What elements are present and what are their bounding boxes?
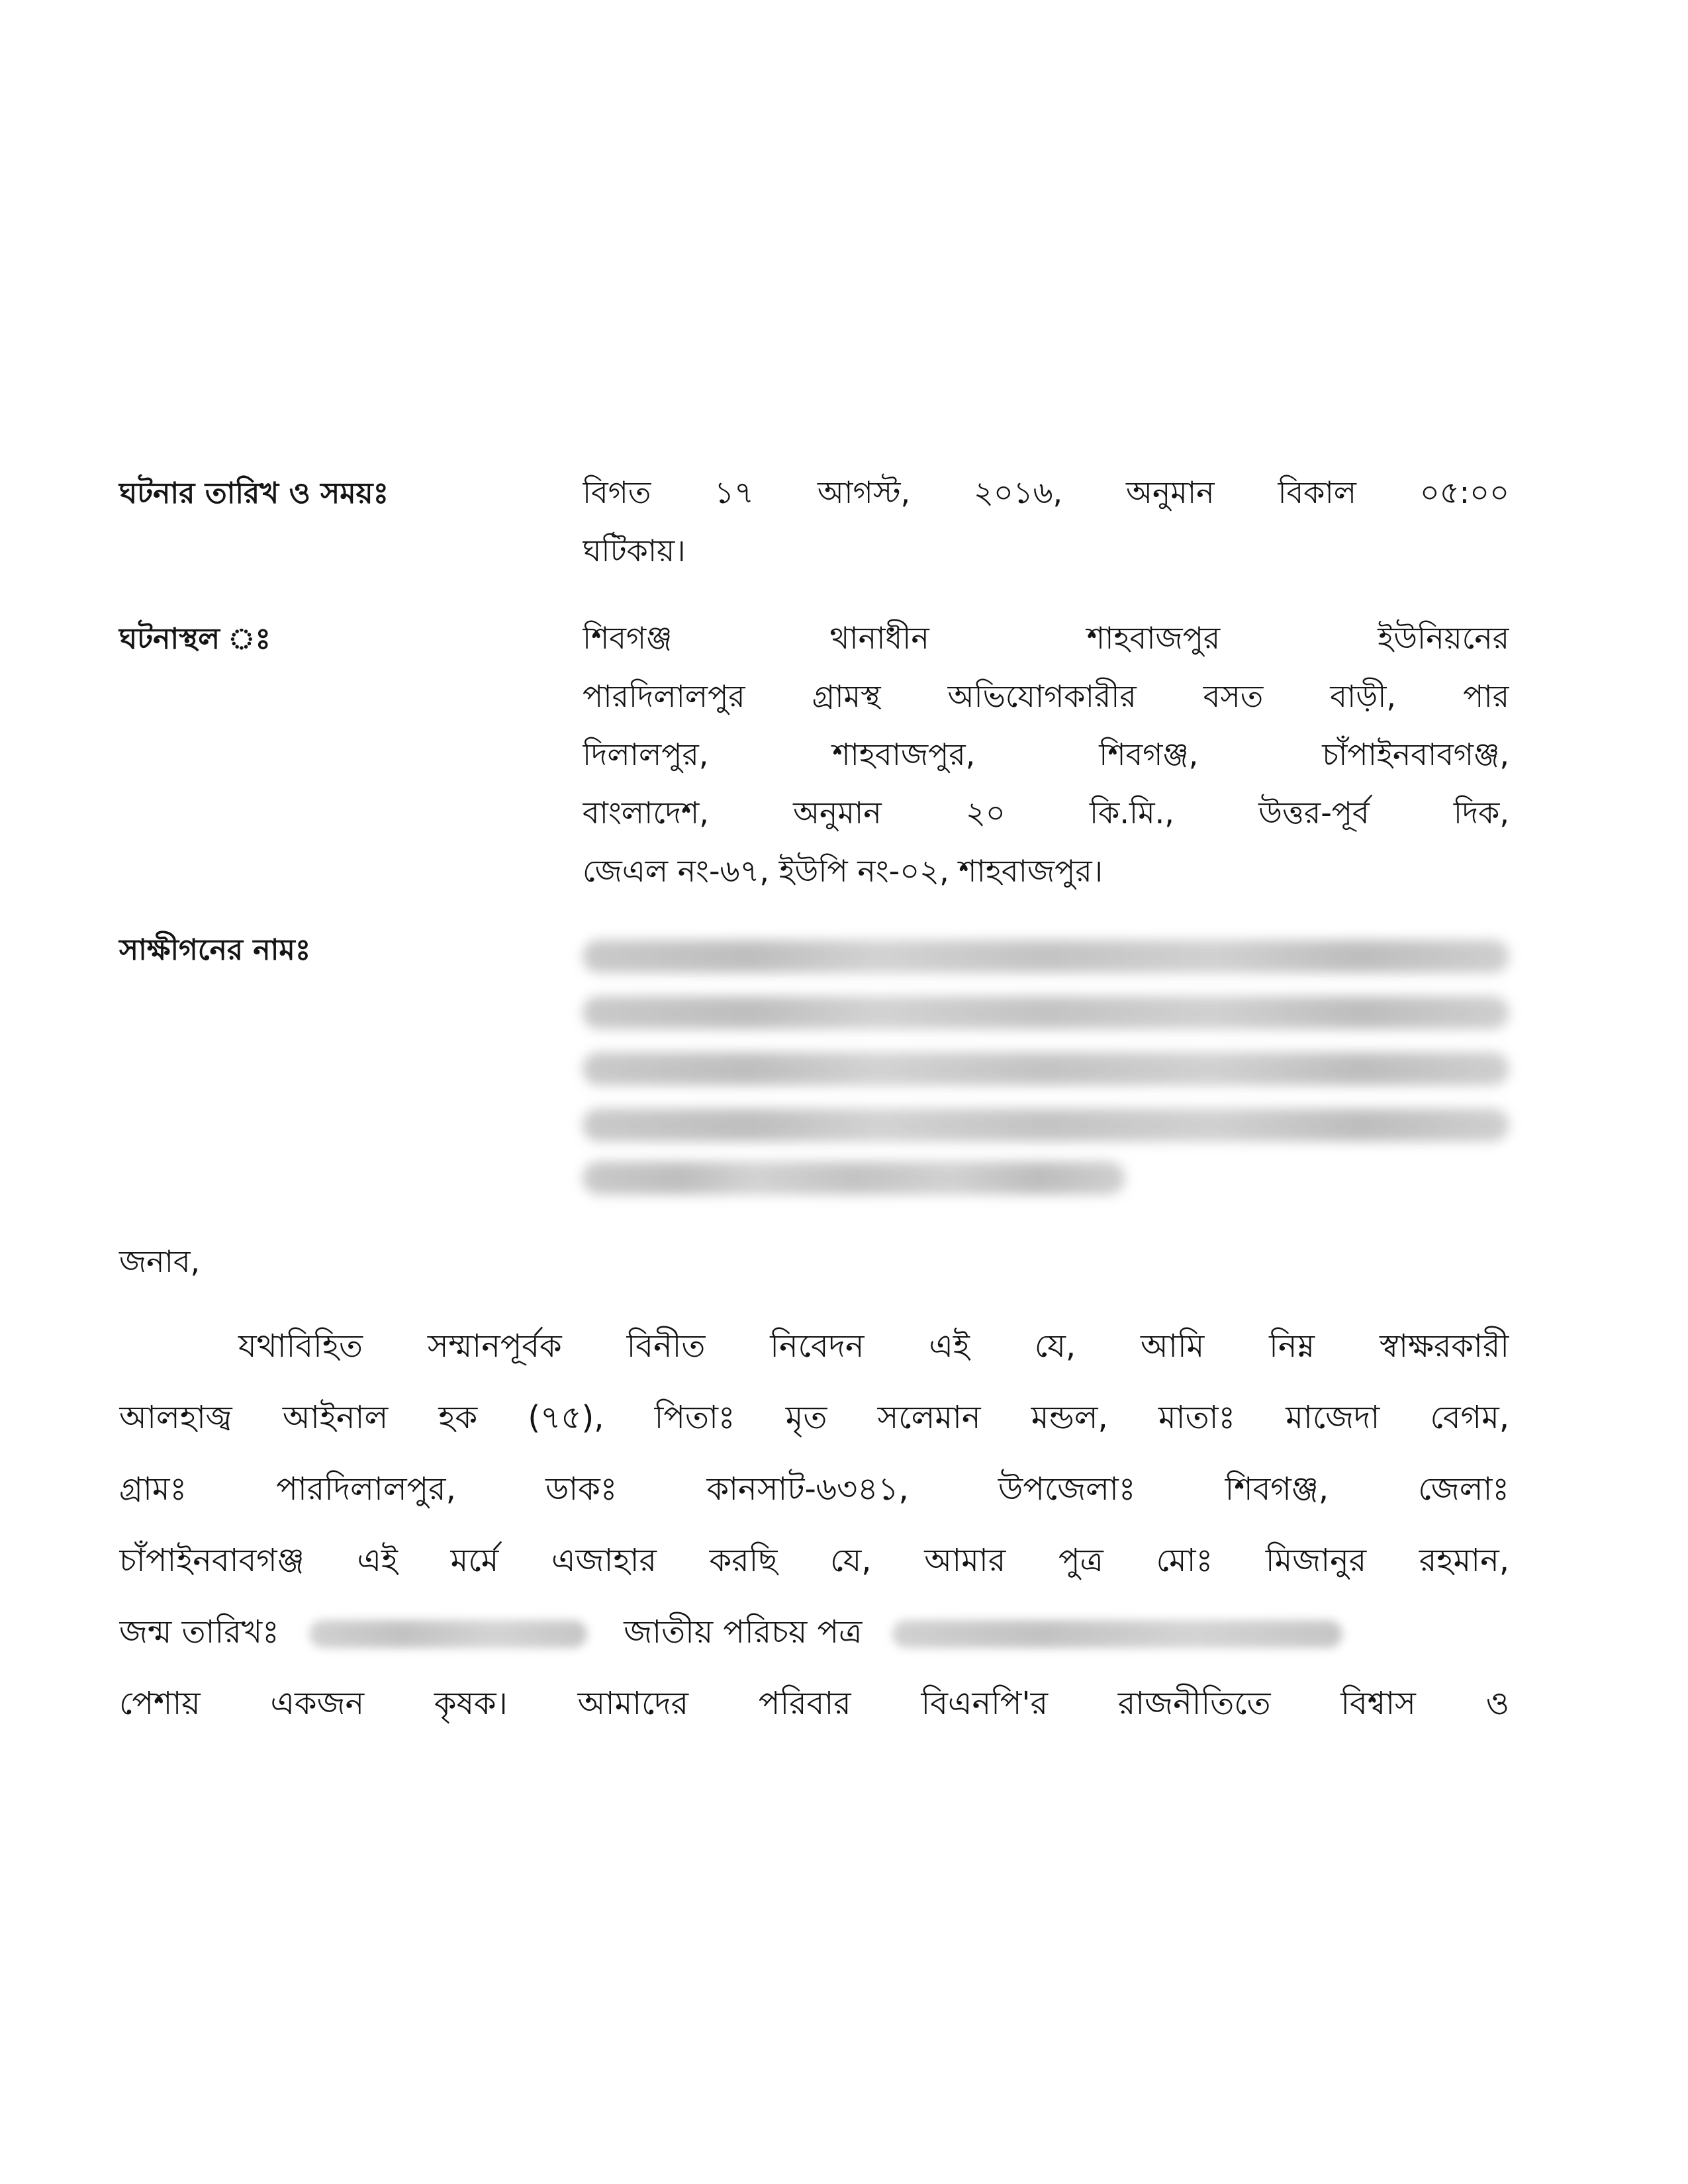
witnesses-redacted-block bbox=[583, 927, 1516, 1205]
date-time-line: ঘটিকায়। bbox=[583, 533, 686, 569]
date-time-value bbox=[583, 463, 1509, 580]
date-time-label: ঘটনার তারিখ ও সময়ঃ bbox=[119, 477, 389, 510]
body-paragraph bbox=[119, 1310, 1509, 1739]
location-value bbox=[583, 609, 1509, 900]
national-id-redacted bbox=[892, 1620, 1342, 1648]
location-line: শিবগঞ্জ থানাধীন শাহবাজপুর ইউনিয়নের bbox=[583, 620, 1509, 656]
date-time-line: বিগত ১৭ আগস্ট, ২০১৬, অনুমান বিকাল ০৫:০০ bbox=[583, 475, 1509, 510]
location-line: পারদিলালপুর গ্রামস্থ অভিযোগকারীর বসত বাড়ী, পার bbox=[583, 678, 1509, 714]
location-line: দিলালপুর, শাহবাজপুর, শিবগঞ্জ, চাঁপাইনবাবগঞ্জ, bbox=[583, 737, 1509, 772]
paragraph-line: চাঁপাইনবাবগঞ্জ এই মর্মে এজাহার করছি যে, আমার পুত্র মোঃ মিজানুর রহমান, bbox=[119, 1542, 1509, 1579]
paragraph-line: পেশায় একজন কৃষক। আমাদের পরিবার বিএনপি'র রাজনীতিতে বিশ্বাস ও bbox=[119, 1685, 1509, 1722]
paragraph-line: যথাবিহিত সম্মানপূর্বক বিনীত নিবেদন এই যে, আমি নিম্ন স্বাক্ষরকারী bbox=[238, 1328, 1509, 1365]
location-line: জেএল নং-৬৭, ইউপি নং-০২, শাহবাজপুর। bbox=[583, 853, 1103, 889]
location-line: বাংলাদেশ, অনুমান ২০ কি.মি., উত্তর-পূর্ব দিক, bbox=[583, 795, 1509, 831]
paragraph-line bbox=[119, 1596, 1509, 1668]
paragraph-line: গ্রামঃ পারদিলালপুর, ডাকঃ কানসাট-৬৩৪১, উপজেলাঃ শিবগঞ্জ, জেলাঃ bbox=[119, 1471, 1509, 1508]
redaction-bar bbox=[583, 1161, 1125, 1195]
redaction-bar bbox=[583, 1052, 1509, 1085]
birth-date-label: জন্ম তারিখঃ bbox=[119, 1614, 279, 1651]
witnesses-label: সাক্ষীগনের নামঃ bbox=[119, 933, 311, 967]
salutation: জনাব, bbox=[119, 1244, 201, 1279]
paragraph-line: আলহাজ্ব আইনাল হক (৭৫), পিতাঃ মৃত সলেমান মন্ডল, মাতাঃ মাজেদা বেগম, bbox=[119, 1399, 1509, 1436]
redaction-bar bbox=[583, 1109, 1509, 1142]
national-id-label: জাতীয় পরিচয় পত্র bbox=[624, 1614, 863, 1651]
location-label: ঘটনাস্থল ঃ bbox=[119, 622, 271, 656]
birth-date-redacted bbox=[309, 1620, 587, 1648]
redaction-bar bbox=[583, 996, 1509, 1029]
redaction-bar bbox=[583, 940, 1509, 973]
